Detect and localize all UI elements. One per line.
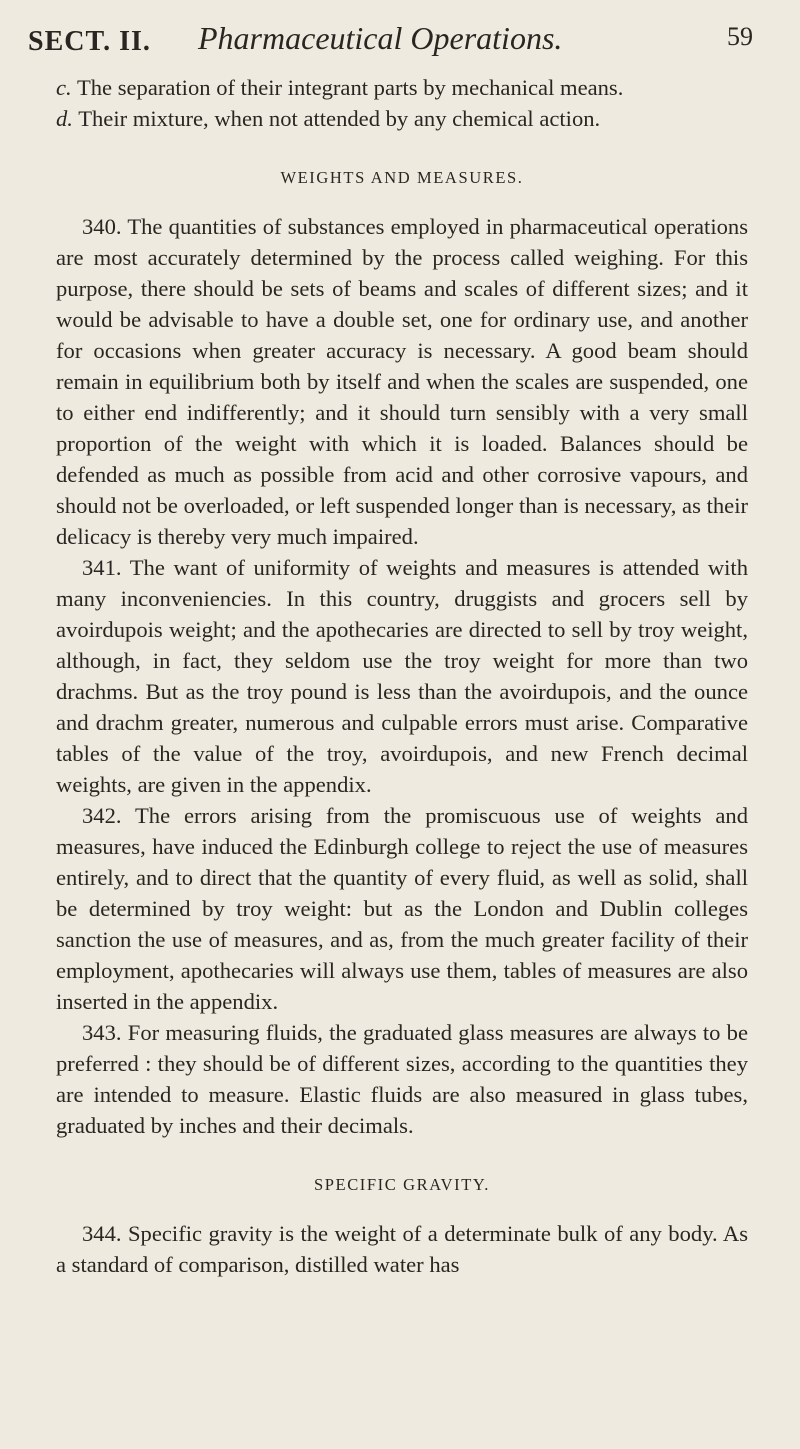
section-heading-gravity: SPECIFIC GRAVITY. [313,1175,491,1194]
paragraph-341: 341. The want of uniformity of weights and measures is attended with many inconveniencies. In this country, druggists and grocers sell by avoirdupois weight; and the apothecaries are directed to sell by troy weight, although, in fact, they seldom use the troy weight for more than two drachms. But as the troy pound is less than the avoirdupois, and the ounce and drachm greater, numerous and culpable errors must arise. Comparative tables of the value of the troy, avoirdupois, and new French decimal weights, are given in the appendix. [56,555,748,797]
paragraph-343: 343. For measuring fluids, the graduated glass measures are always to be preferred : they should be of different sizes, according to the quantities they are intended to measure. Elastic fluids are also measured in glass tubes, graduated by inches and their decimals. [56,1020,748,1138]
list-item [56,103,748,134]
paragraph-340: 340. The quantities of substances employed in pharmaceutical operations are most accurately determined by the process called weighing. For this purpose, there should be sets of beams and scales of different sizes; and it would be advisable to have a double set, one for ordinary use, and another for occasions when greater accuracy is necessary. A good beam should remain in equilibrium both by itself and when the scales are suspended, one to either end indifferently; and it should turn sensibly with a very small proportion of the weight with which it is loaded. Balances should be defended as much as possible from acid and other corrosive vapours, and should not be overloaded, or left suspended longer than is necessary, as their delicacy is thereby very much impaired. [56,214,748,549]
running-title: Pharmaceutical Operations. [198,20,563,56]
item-label: c. [56,75,72,100]
page-body [56,72,748,1280]
paragraph-344: 344. Specific gravity is the weight of a determinate bulk of any body. As a standard of comparison, distilled water has [56,1221,748,1277]
page-number: 59 [727,22,753,51]
item-text: The separation of their integrant parts by mechanical means. [76,75,624,100]
list-item [56,72,748,103]
paragraph-342: 342. The errors arising from the promiscuous use of weights and measures, have induced the Edinburgh college to reject the use of measures entirely, and to direct that the quantity of every fluid, as well as solid, shall be determined by troy weight: but as the London and Dublin colleges sanction the use of measures, and as, from the much greater facility of their employment, apothecaries will always use them, tables of measures are also inserted in the appendix. [56,803,748,1014]
running-header [28,20,753,60]
item-label: d. [56,106,73,131]
item-text: Their mixture, when not attended by any chemical action. [78,106,601,131]
section-label: SECT. II. [28,26,151,57]
section-heading-weights: WEIGHTS AND MEASURES. [280,168,524,187]
